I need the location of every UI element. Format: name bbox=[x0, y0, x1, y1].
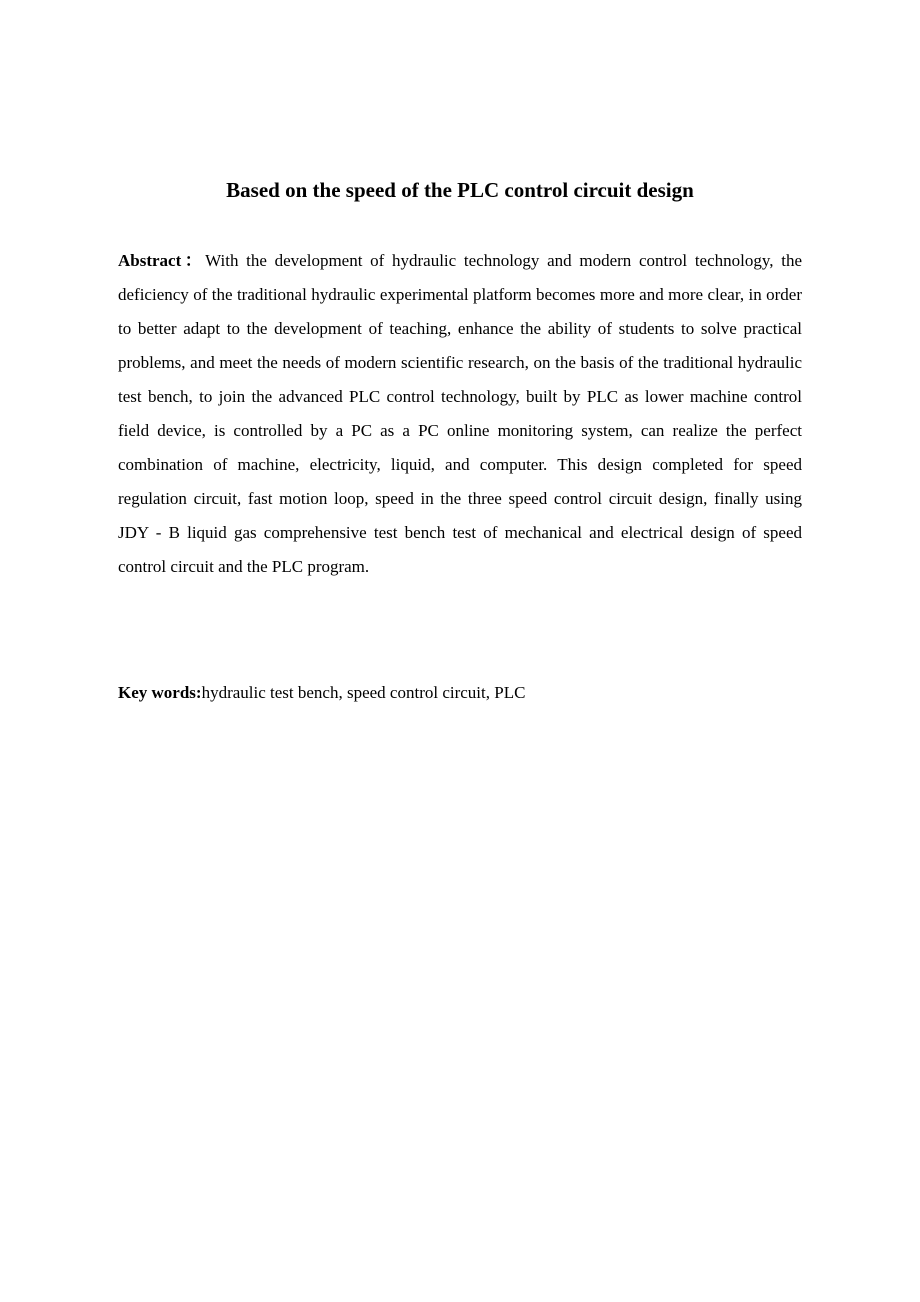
keywords-paragraph bbox=[118, 676, 802, 710]
abstract-paragraph bbox=[118, 244, 802, 584]
abstract-label: Abstract： bbox=[118, 251, 206, 270]
keywords-text: hydraulic test bench, speed control circuit, PLC bbox=[201, 683, 526, 702]
abstract-text: With the development of hydraulic technology and modern control technology, the deficiency of the traditional hydraulic experimental platform becomes more and more clear, in order to better adapt to the development of teaching, enhance the ability of students to solve practical problems, and meet the needs of modern scientific research, on the basis of the traditional hydraulic test bench, to join the advanced PLC control technology, built by PLC as lower machine control field device, is controlled by a PC as a PC online monitoring system, can realize the perfect combination of machine, electricity, liquid, and computer. This design completed for speed regulation circuit, fast motion loop, speed in the three speed control circuit design, finally using JDY - B liquid gas comprehensive test bench test of mechanical and electrical design of speed control circuit and the PLC program. bbox=[118, 251, 802, 576]
document-title: Based on the speed of the PLC control circuit design bbox=[226, 178, 694, 202]
keywords-label: Key words: bbox=[118, 683, 202, 702]
